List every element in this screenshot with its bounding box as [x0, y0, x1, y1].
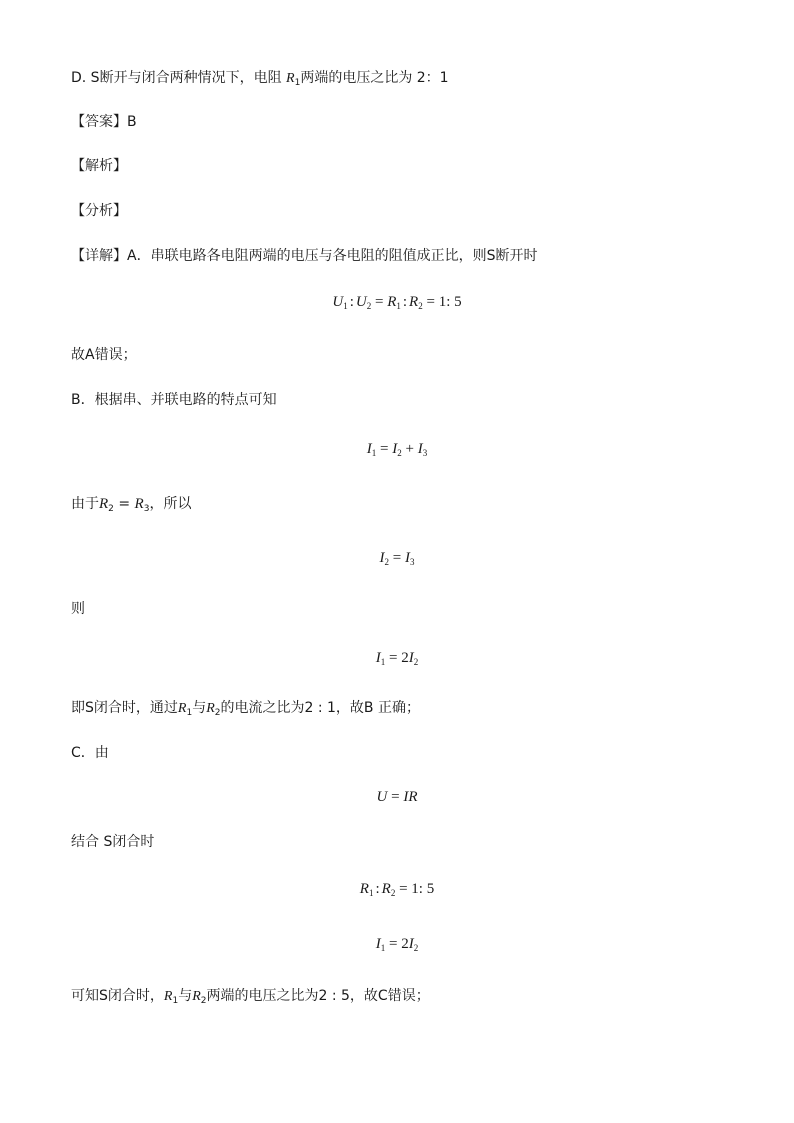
- equals: =: [374, 294, 384, 310]
- sub-2: 2: [214, 708, 221, 718]
- equals: =: [389, 936, 398, 952]
- sub-2: 2: [200, 996, 207, 1006]
- since-suffix: ，所以: [149, 496, 192, 512]
- equation-i1-2i2: [0, 648, 794, 668]
- sub-1: 1: [380, 657, 386, 667]
- var-i: I: [403, 789, 409, 805]
- sub-1: 1: [380, 943, 386, 953]
- ratio-value: 1: 5: [411, 881, 435, 897]
- var-r: R: [177, 701, 187, 716]
- var-i: I: [392, 441, 398, 457]
- var-u: U: [355, 294, 367, 310]
- coefficient: 2: [401, 650, 409, 666]
- equation-resistance-ratio: [0, 879, 794, 899]
- var-u: U: [332, 294, 344, 310]
- var-r: R: [134, 496, 144, 512]
- b-conclusion-prefix: 即S闭合时，通过: [71, 700, 178, 716]
- var-i: I: [379, 550, 385, 566]
- c-conclusion-prefix: 可知S闭合时，: [71, 988, 164, 1004]
- var-r: R: [99, 496, 109, 512]
- var-i: I: [408, 650, 414, 666]
- combine-line: 结合 S闭合时: [71, 834, 155, 850]
- equals: =: [426, 294, 435, 310]
- detail-text: A．串联电路各电阻两端的电压与各电阻的阻值成正比，则S断开时: [127, 248, 538, 264]
- sub-2: 2: [384, 557, 390, 567]
- var-r: R: [206, 701, 215, 716]
- equals: =: [392, 550, 402, 566]
- option-d-suffix: 两端的电压之比为 2：1: [300, 70, 449, 86]
- since-line: [71, 495, 191, 513]
- detail-line: [71, 247, 537, 265]
- var-r: R: [408, 789, 418, 805]
- plus: +: [405, 441, 414, 457]
- var-i: I: [417, 441, 423, 457]
- equation-ohm-law: [0, 787, 794, 807]
- var-u: U: [376, 789, 388, 805]
- equation-current-sum: [0, 439, 794, 459]
- equation-i1-2i2-repeat: [0, 934, 794, 954]
- sub-2: 2: [390, 888, 396, 898]
- equals: =: [399, 881, 408, 897]
- c-conclusion: [71, 987, 430, 1006]
- colon: :: [375, 881, 380, 897]
- var-i: I: [366, 441, 372, 457]
- var-r: R: [286, 71, 295, 86]
- since-prefix: 由于: [71, 496, 99, 512]
- b-intro: B．根据串、并联电路的特点可知: [71, 392, 277, 408]
- sub-3: 3: [409, 557, 415, 567]
- answer-label: 【答案】: [71, 114, 127, 130]
- c-intro: C．由: [71, 745, 109, 761]
- sub-1: 1: [368, 888, 374, 898]
- sub-1: 1: [294, 78, 301, 88]
- colon: :: [349, 294, 354, 310]
- sub-2: 2: [413, 943, 419, 953]
- and-word: 与: [192, 700, 207, 716]
- sub-1: 1: [396, 301, 401, 311]
- option-d-prefix: D. S断开与闭合两种情况下，电阻: [71, 70, 287, 86]
- sub-3: 3: [422, 448, 428, 458]
- then-label: 则: [71, 601, 85, 617]
- var-r: R: [192, 989, 201, 1004]
- var-r: R: [381, 881, 391, 897]
- equals: =: [380, 441, 389, 457]
- var-i: I: [375, 650, 381, 666]
- and-word: 与: [178, 988, 193, 1004]
- equation-voltage-ratio: [0, 292, 794, 312]
- sub-2: 2: [108, 504, 114, 514]
- equation-i2-i3: [0, 548, 794, 568]
- var-i: I: [375, 936, 381, 952]
- var-r: R: [409, 294, 419, 310]
- option-d-line: [71, 69, 449, 88]
- b-conclusion-suffix: 的电流之比为2 : 1，故B 正确；: [220, 700, 420, 716]
- c-conclusion-suffix: 两端的电压之比为2 : 5，故C错误；: [206, 988, 430, 1004]
- var-i: I: [408, 936, 414, 952]
- colon: :: [402, 294, 408, 310]
- coefficient: 2: [401, 936, 409, 952]
- equals: =: [391, 789, 400, 805]
- sub-2: 2: [397, 448, 402, 458]
- sub-1: 1: [172, 996, 179, 1006]
- sub-1: 1: [343, 301, 348, 311]
- equals: =: [389, 650, 398, 666]
- sub-2: 2: [366, 301, 372, 311]
- sub-1: 1: [186, 708, 193, 718]
- detail-label: 【详解】: [71, 248, 127, 264]
- sub-2: 2: [413, 657, 419, 667]
- sub-1: 1: [371, 448, 377, 458]
- answer-value: B: [127, 114, 137, 130]
- var-r: R: [387, 294, 397, 310]
- a-conclusion: 故A错误；: [71, 347, 137, 363]
- ratio-value: 1: 5: [438, 294, 462, 310]
- answer-line: [71, 113, 137, 131]
- var-r: R: [163, 989, 173, 1004]
- sub-2: 2: [418, 301, 423, 311]
- analysis-label: 【解析】: [71, 158, 127, 174]
- equals: =: [118, 496, 131, 512]
- b-conclusion: [71, 699, 420, 718]
- var-i: I: [404, 550, 410, 566]
- fenxi-label: 【分析】: [71, 203, 127, 219]
- var-r: R: [359, 881, 369, 897]
- sub-3: 3: [143, 504, 150, 514]
